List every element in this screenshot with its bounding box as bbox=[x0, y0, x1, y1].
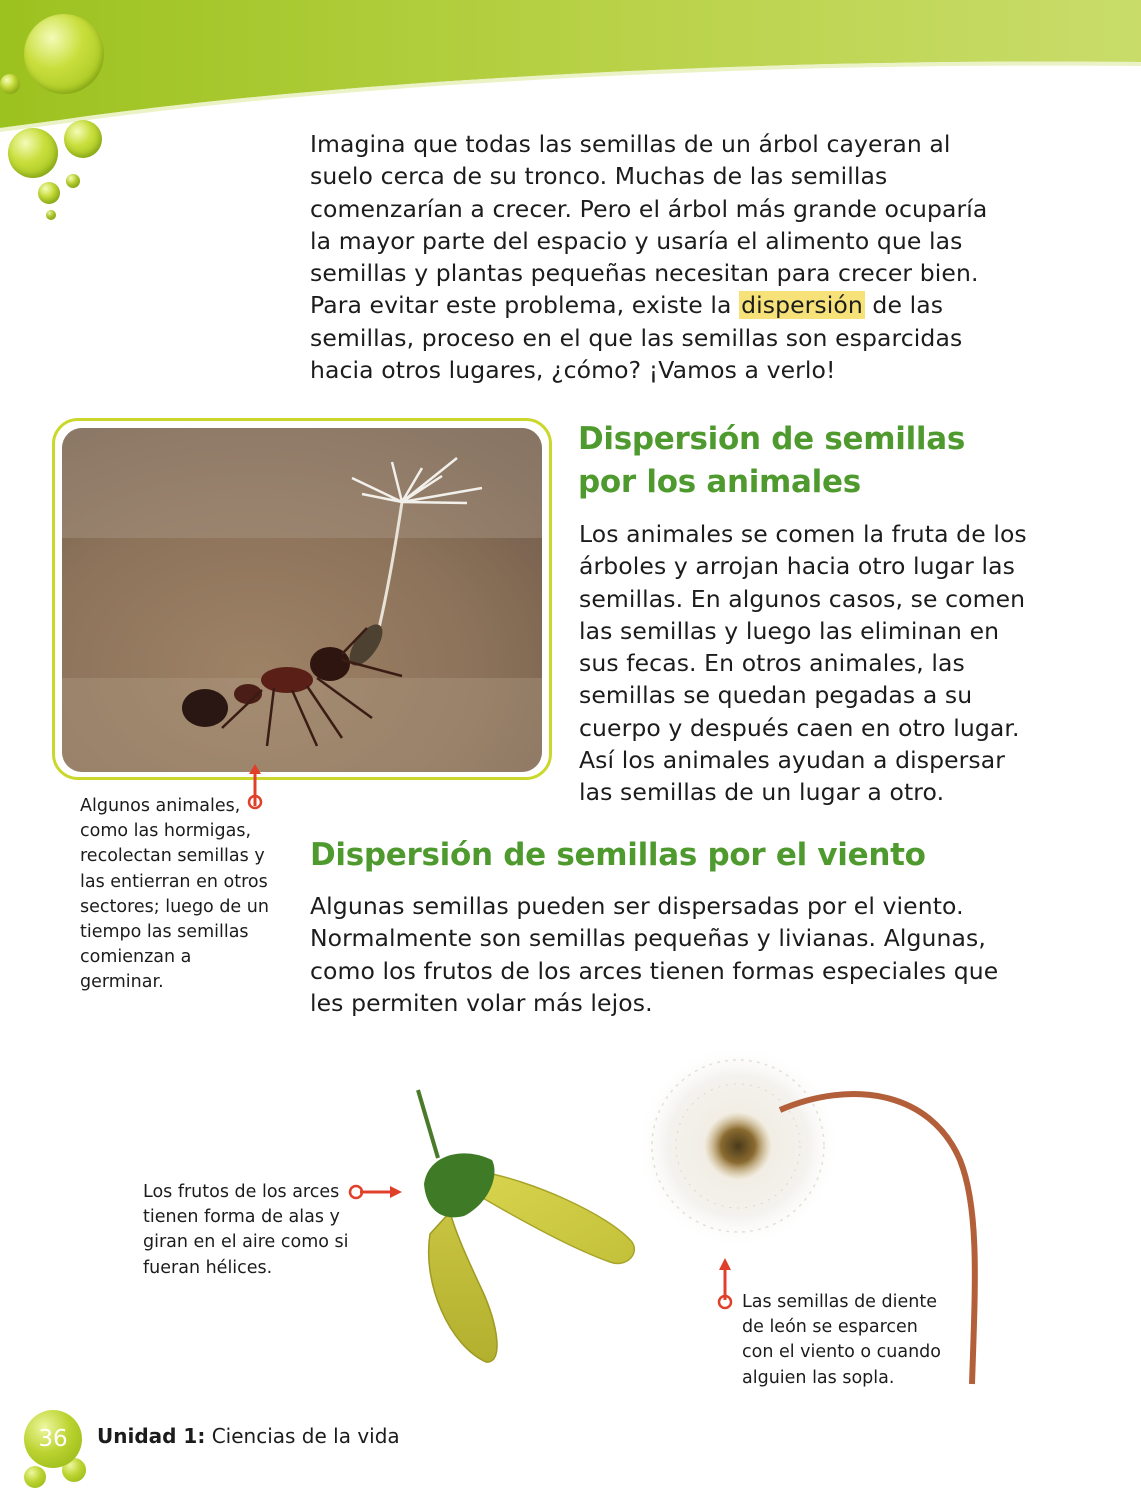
page-number: 36 bbox=[38, 1426, 68, 1452]
wind-paragraph: Algunas semillas pueden ser dispersadas por el viento. Normalmente son semillas pequeñas y livianas. Algunas, como los frutos de los arces tienen formas especiales que les permiten volar más lejos. bbox=[310, 892, 999, 1017]
unit-label: Unidad 1: bbox=[97, 1424, 206, 1448]
dandelion-caption-arrow bbox=[710, 1256, 740, 1316]
decorative-bubble bbox=[38, 182, 60, 204]
maple-caption-arrow bbox=[346, 1180, 406, 1204]
animals-paragraph: Los animales se comen la fruta de los árboles y arrojan hacia otro lugar las semillas. En algunos casos, se comen las semillas y luego las eliminan en sus fecas. En otros animales, las semillas se quedan pegadas a su cuerpo y después caen en otro lugar. Así los animales ayudan a dispersar las semillas de un lugar a otro. bbox=[579, 520, 1027, 807]
animals-heading: Dispersión de semillas por los animales bbox=[578, 421, 965, 500]
dandelion-caption: Las semillas de diente de león se esparcen con el viento o cuando alguien las sopla. bbox=[742, 1292, 941, 1388]
maple-seed-image bbox=[400, 1084, 660, 1374]
intro-paragraph bbox=[310, 128, 990, 386]
ant-caption: Algunos animales, como las hormigas, recolectan semillas y las entierran en otros sectores; luego de un tiempo las semillas comienzan a germinar. bbox=[80, 796, 269, 993]
unit-title: Ciencias de la vida bbox=[205, 1424, 400, 1448]
decorative-bubble bbox=[64, 120, 102, 158]
decorative-bubble bbox=[8, 128, 58, 178]
ant-photo bbox=[62, 428, 542, 772]
dispersion-highlight: dispersión bbox=[741, 291, 863, 320]
footer-unit bbox=[97, 1424, 400, 1448]
wind-heading: Dispersión de semillas por el viento bbox=[310, 837, 926, 873]
decorative-bubble bbox=[24, 1466, 46, 1488]
maple-caption: Los frutos de los arces tienen forma de alas y giran en el aire como si fueran hélices. bbox=[143, 1182, 349, 1278]
decorative-bubble bbox=[24, 14, 104, 94]
page-number-badge bbox=[24, 1410, 82, 1468]
decorative-bubble bbox=[46, 210, 56, 220]
ant-photo-frame bbox=[52, 418, 552, 780]
intro-text-before: Imagina que todas las semillas de un árbol cayeran al suelo cerca de su tronco. Muchas de las semillas comenzarían a crecer. Pero el árbol más grande ocuparía la mayor parte del espacio y usaría el alimento que las semillas y plantas pequeñas necesitan para crecer bien. Para evitar este problema, existe la bbox=[310, 130, 988, 320]
decorative-bubble bbox=[0, 74, 20, 94]
decorative-bubble bbox=[66, 174, 80, 188]
intro-text-after: de las semillas, proceso en el que las semillas son esparcidas hacia otros lugares, ¿cómo? ¡Vamos a verlo! bbox=[310, 291, 963, 385]
